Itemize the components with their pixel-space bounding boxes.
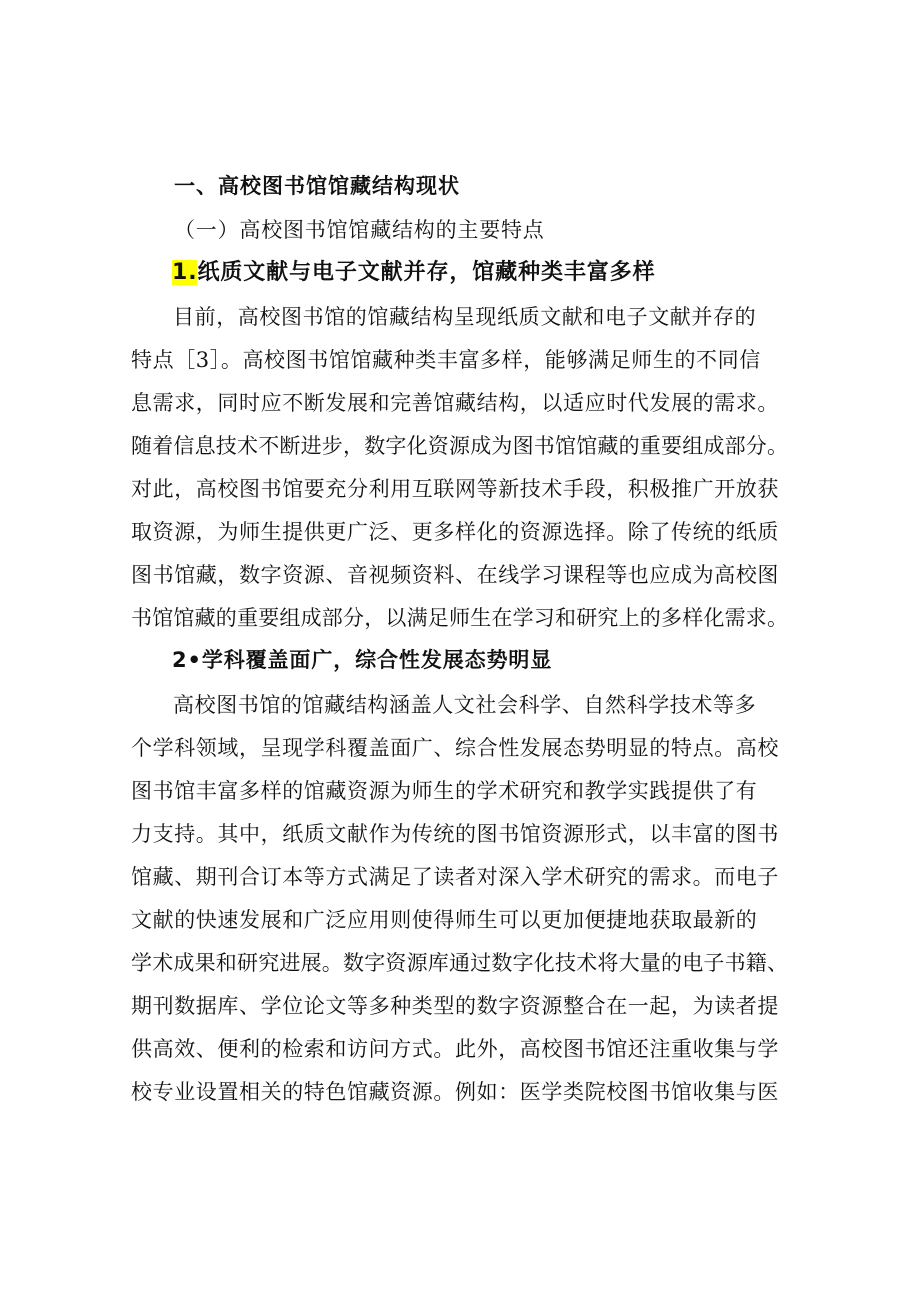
highlighted-number: 1. <box>172 260 198 285</box>
paragraph-line: 图书馆藏，数字资源、音视频资料、在线学习课程等也应成为高校图 <box>131 563 779 587</box>
point1-title: 纸质文献与电子文献并存，馆藏种类丰富多样 <box>197 260 656 285</box>
paragraph-line: 馆藏、期刊合订本等方式满足了读者对深入学术研究的需求。而电子 <box>131 865 779 889</box>
paragraph-line: 期刊数据库、学位论文等多种类型的数字资源整合在一起，为读者提 <box>131 994 779 1018</box>
point2-heading: 2•学科覆盖面广，综合性发展态势明显 <box>172 648 553 672</box>
paragraph-line: 书馆馆藏的重要组成部分，以满足师生在学习和研究上的多样化需求。 <box>131 606 789 630</box>
paragraph-line: 个学科领域，呈现学科覆盖面广、综合性发展态势明显的特点。高校 <box>131 736 779 760</box>
paragraph-line: 图书馆丰富多样的馆藏资源为师生的学术研究和教学实践提供了有 <box>131 779 758 803</box>
paragraph-line: 对此，高校图书馆要充分利用互联网等新技术手段，积极推广开放获 <box>131 477 779 501</box>
paragraph-line: 学术成果和研究进展。数字资源库通过数字化技术将大量的电子书籍、 <box>131 951 789 975</box>
paragraph-line: 特点［3］。高校图书馆馆藏种类丰富多样，能够满足师生的不同信 <box>131 348 761 372</box>
paragraph-line: 目前，高校图书馆的馆藏结构呈现纸质文献和电子文献并存的 <box>173 305 757 329</box>
paragraph-line: 高校图书馆的馆藏结构涵盖人文社会科学、自然科学技术等多 <box>173 693 757 717</box>
paragraph-line: 随着信息技术不断进步，数字化资源成为图书馆馆藏的重要组成部分。 <box>131 434 789 458</box>
point1-heading <box>172 258 655 288</box>
section-heading: 一、高校图书馆馆藏结构现状 <box>174 174 460 198</box>
paragraph-line: 供高效、便利的检索和访问方式。此外，高校图书馆还注重收集与学 <box>131 1037 779 1061</box>
paragraph-line: 校专业设置相关的特色馆藏资源。例如：医学类院校图书馆收集与医 <box>131 1080 779 1104</box>
paragraph-line: 取资源，为师生提供更广泛、更多样化的资源选择。除了传统的纸质 <box>131 520 779 544</box>
section-subheading: （一）高校图书馆馆藏结构的主要特点 <box>174 218 545 242</box>
paragraph-line: 息需求，同时应不断发展和完善馆藏结构，以适应时代发展的需求。 <box>131 391 779 415</box>
paragraph-line: 文献的快速发展和广泛应用则使得师生可以更加便捷地获取最新的 <box>131 908 758 932</box>
paragraph-line: 力支持。其中，纸质文献作为传统的图书馆资源形式，以丰富的图书 <box>131 822 779 846</box>
